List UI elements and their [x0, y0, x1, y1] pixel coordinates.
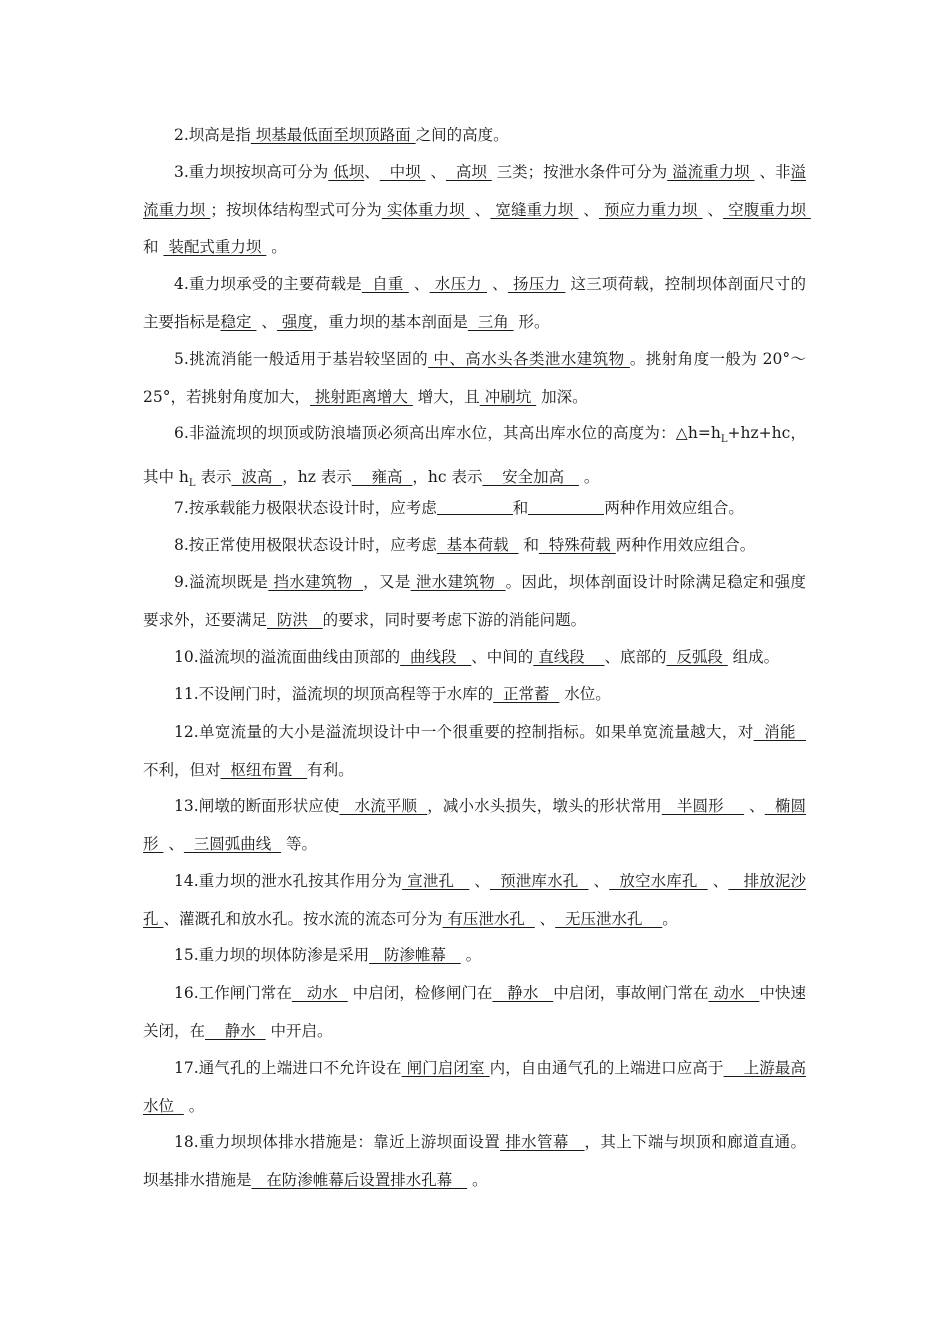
text-run: 、底部的 [604, 648, 667, 666]
answer-underlined: 半圆形 [661, 797, 745, 815]
text-run: 中启闭，检修闸门在 [347, 984, 493, 1002]
text-run: 增大，且 [412, 387, 480, 406]
answer-underlined: 上游最高水位 [143, 1059, 806, 1115]
text-run: 和 [143, 238, 164, 256]
text-run: 中快速关闭，在 [143, 984, 806, 1040]
text-run: 、非 [754, 163, 791, 181]
item-7 [143, 490, 806, 528]
answer-underlined: 直线段 [533, 648, 605, 666]
answer-underlined: 宣泄孔 [402, 872, 470, 890]
empty-answer-blank [528, 500, 604, 515]
answer-underlined: 特殊荷载 [538, 536, 616, 554]
text-run: 三类；按泄水条件可分为 [491, 163, 668, 181]
text-run: 之间的高度。 [415, 126, 509, 144]
answer-underlined: 雍高 [351, 467, 413, 486]
text-run: 16.工作闸门常在 [174, 984, 292, 1002]
text-run: 。 [578, 467, 600, 486]
text-run: 水位。 [559, 685, 611, 703]
text-run: ；按坝体结构型式可分为 [210, 200, 382, 219]
answer-underlined: 在防渗帷幕后设置排水孔幕 [251, 1170, 468, 1189]
text-run: 、 [707, 872, 729, 890]
text-run: 、 [578, 200, 599, 219]
text-run: 。 [662, 909, 678, 928]
answer-underlined: 放空水库孔 [609, 872, 708, 890]
text-run: ，重力坝的基本剖面是 [312, 312, 468, 331]
text-run: 有利。 [307, 760, 354, 779]
answer-underlined: 静水 [492, 984, 554, 1002]
item-18 [143, 1124, 806, 1199]
answer-underlined: 水压力 [429, 275, 488, 293]
text-run: 。 [460, 946, 482, 964]
empty-answer-blank [437, 500, 513, 515]
text-run: 。 [183, 1096, 205, 1115]
answer-underlined: 无压泄水孔 [555, 909, 663, 928]
item-3 [143, 154, 811, 267]
text-run: 。 [467, 1170, 488, 1189]
answer-underlined: 挡水建筑物 [268, 573, 364, 591]
answer-underlined: 稳定 [220, 312, 257, 331]
item-4 [143, 266, 806, 341]
text-run: ，其上下端与坝顶和廊道直通。坝基排水措施是 [143, 1133, 806, 1189]
text-run: 、 [534, 909, 556, 928]
answer-underlined: 冲刷坑 [479, 387, 537, 406]
answer-underlined: 防洪 [267, 610, 323, 629]
item-12 [143, 714, 806, 789]
answer-underlined: 溢流重力坝 [667, 163, 755, 181]
item-9 [143, 564, 806, 639]
text-run: 两种作用效应组合。 [615, 536, 756, 554]
text-run: 表示 [195, 467, 232, 486]
text-run: 、灌溉孔和放水孔。按水流的流态可分为 [163, 909, 443, 928]
text-run: 4.重力坝承受的主要荷载是 [174, 275, 362, 293]
text-run: 6.非溢流坝的坝顶或防浪墙顶必须高出库水位，其高出库水位的高度为：△h=h [174, 424, 721, 442]
answer-underlined: 自重 [361, 275, 409, 293]
answer-underlined: 动水 [291, 984, 348, 1002]
answer-underlined: 水流平顺 [339, 797, 428, 815]
text-run: 两种作用效应组合。 [604, 499, 744, 517]
text-run: 这三项荷载，控制坝体剖面尺寸的主要指标是 [143, 275, 806, 331]
item-10 [143, 639, 806, 677]
item-17 [143, 1050, 806, 1125]
answer-underlined: 预应力重力坝 [598, 200, 703, 219]
answer-underlined: 静水 [205, 1021, 266, 1040]
text-run: 、 [408, 275, 430, 293]
answer-underlined: 实体重力坝 [381, 200, 470, 219]
text-run: 14.重力坝的泄水孔按其作用分为 [174, 872, 403, 890]
text-run: 的要求，同时要考虑下游的消能问题。 [322, 610, 587, 629]
text-run: 和 [512, 499, 529, 517]
answer-underlined: 动水 [708, 984, 760, 1002]
answer-underlined: 消能 [753, 723, 806, 741]
answer-underlined: 正常蓄 [493, 685, 560, 703]
text-run: 、 [469, 200, 491, 219]
text-run: 、中间的 [471, 648, 534, 666]
text-run: 17.通气孔的上端进口不允许设在 [174, 1059, 402, 1077]
answer-underlined: 安全加高 [482, 467, 579, 486]
answer-underlined: 波高 [231, 467, 283, 486]
text-run: 、 [256, 312, 277, 331]
text-run: 18.重力坝坝体排水措施是：靠近上游坝面设置 [174, 1133, 501, 1151]
text-run: 、 [469, 872, 491, 890]
text-run: 11.不设闸门时，溢流坝的坝顶高程等于水库的 [174, 685, 494, 703]
answer-underlined: 基本荷载 [436, 536, 519, 554]
answer-underlined: 扬压力 [507, 275, 566, 293]
text-run: 组成。 [727, 648, 780, 666]
item-15 [143, 937, 806, 975]
item-11 [143, 676, 806, 714]
text-run: 不利，但对 [143, 760, 221, 779]
answer-underlined: 防渗帷幕 [369, 946, 461, 964]
answer-underlined: 排水管幕 [500, 1133, 585, 1151]
answer-underlined: 枢纽布置 [220, 760, 308, 779]
text-run: 10.溢流坝的溢流面曲线由顶部的 [174, 648, 401, 666]
item-5 [143, 341, 806, 416]
text-run: ，又是 [363, 573, 411, 591]
answer-underlined: 中、高水头各类泄水建筑物 [428, 350, 630, 368]
answer-underlined: 曲线段 [400, 648, 472, 666]
text-run: 8.按正常使用极限状态设计时，应考虑 [174, 536, 437, 554]
subscript: L [188, 477, 196, 489]
text-run: 内，自由通气孔的上端进口应高于 [489, 1059, 724, 1077]
text-run: 中启闭，事故闸门常在 [553, 984, 709, 1002]
answer-underlined: 有压泄水孔 [442, 909, 535, 928]
item-2 [143, 117, 806, 155]
text-run: 、 [487, 275, 508, 293]
item-13 [143, 788, 806, 863]
text-run: 、 [744, 797, 765, 815]
text-run: ，hz 表示 [282, 467, 352, 486]
text-run: 3.重力坝按坝高可分为 [174, 163, 329, 181]
text-run: 。 [266, 238, 287, 256]
answer-underlined: 中坝 [379, 163, 426, 181]
text-run: 、 [702, 200, 724, 219]
text-run: ，hc 表示 [412, 467, 483, 486]
answer-underlined: 挑射距离增大 [309, 387, 413, 406]
answer-underlined: 预泄库水孔 [490, 872, 589, 890]
text-run: 。挑射角度一般为 20°～25°，若挑射角度加大， [143, 350, 807, 406]
text-run: 。因此，坝体剖面设计时除满足稳定和强度要求外，还要满足 [143, 573, 806, 629]
text-run: +hz+hc，其中 h [143, 424, 806, 486]
text-run: 、 [425, 163, 446, 181]
answer-underlined: 泄水建筑物 [410, 573, 506, 591]
item-8 [143, 527, 806, 565]
text-run: 等。 [281, 834, 318, 853]
text-run: 12.单宽流量的大小是溢流坝设计中一个很重要的控制指标。如果单宽流量越大，对 [174, 723, 754, 741]
answer-underlined: 闸门启闭室 [401, 1059, 490, 1077]
answer-underlined: 三圆弧曲线 [183, 834, 282, 853]
text-run: 2.坝高是指 [174, 126, 251, 144]
answer-underlined: 溢流重力坝 [143, 163, 806, 219]
answer-underlined: 低坝 [328, 163, 365, 181]
item-14 [143, 863, 806, 938]
text-run: 、 [588, 872, 610, 890]
text-run: 5.挑流消能一般适用于基岩较坚固的 [174, 350, 429, 368]
answer-underlined: 坝基最低面至坝顶路面 [250, 126, 416, 144]
text-run: 、 [163, 834, 184, 853]
answer-underlined: 强度 [276, 312, 313, 331]
text-run: ，减小水头损失，墩头的形状常用 [427, 797, 662, 815]
answer-underlined: 装配式重力坝 [163, 238, 267, 256]
text-run: 加深。 [536, 387, 588, 406]
text-run: 9.溢流坝既是 [174, 573, 269, 591]
answer-underlined: 高坝 [445, 163, 492, 181]
answer-underlined: 空腹重力坝 [723, 200, 811, 219]
item-16 [143, 975, 806, 1050]
answer-underlined: 宽缝重力坝 [490, 200, 579, 219]
answer-underlined: 椭圆形 [143, 797, 806, 853]
answer-underlined: 三角 [467, 312, 514, 331]
answer-underlined: 反弧段 [666, 648, 728, 666]
text-run: 15.重力坝的坝体防渗是采用 [174, 946, 370, 964]
text-run: 7.按承载能力极限状态设计时，应考虑 [174, 499, 437, 517]
text-run: 和 [518, 536, 539, 554]
answer-underlined: 排放泥沙孔 [143, 872, 807, 928]
subscript: L [720, 434, 728, 446]
text-run: 中开启。 [265, 1021, 333, 1040]
text-run: 13.闸墩的断面形状应使 [174, 797, 340, 815]
text-run: 、 [364, 163, 380, 181]
text-run: 形。 [513, 312, 550, 331]
